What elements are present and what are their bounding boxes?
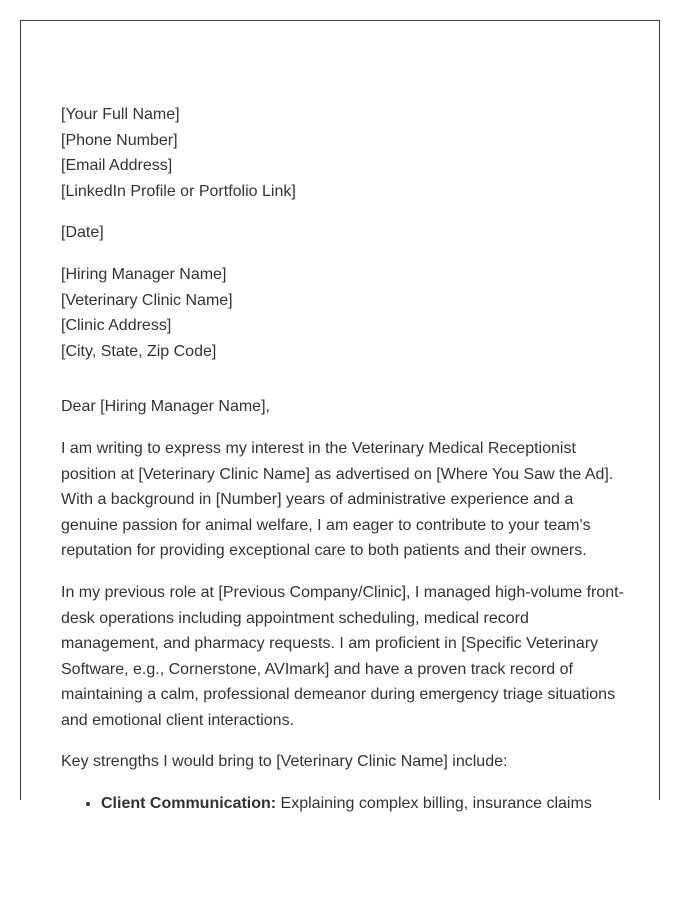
salutation: Dear [Hiring Manager Name], [61,398,270,416]
paragraph-intro: I am writing to express my interest in the Veterinary Medical Receptionist position at [Veterinary Clinic Name] as advertised on [Where You Saw the Ad]. With a background in [Number] years of administrative experience and a genuine passion for animal welfare, I am eager to contribute to your team's reputation for providing exceptional care to both patients and their owners. [61,439,614,560]
recipient-block [61,262,626,364]
recipient-manager: [Hiring Manager Name] [61,265,227,283]
letter-page [20,20,660,813]
letter-date: [Date] [61,224,104,242]
strength-text: Explaining complex billing, insurance claims [276,795,592,813]
strength-title: Client Communication: [101,795,277,813]
list-item [101,791,626,817]
sender-link: [LinkedIn Profile or Portfolio Link] [61,182,296,200]
recipient-clinic: [Veterinary Clinic Name] [61,291,233,309]
recipient-address: [Clinic Address] [61,317,172,335]
recipient-city: [City, State, Zip Code] [61,342,217,360]
paragraph-strengths-intro: Key strengths I would bring to [Veterinary Clinic Name] include: [61,753,508,771]
date-block [61,220,626,246]
sender-name: [Your Full Name] [61,106,180,123]
sender-block [61,102,626,204]
sender-phone: [Phone Number] [61,131,178,149]
letter-content [61,102,626,817]
strengths-list [61,791,626,817]
paragraph-experience: In my previous role at [Previous Company/Clinic], I managed high-volume front-desk operations including appointment scheduling, medical record management, and pharmacy requests. I am proficient in [Specific Veterinary Software, e.g., Cornerstone, AVImark] and have a proven track record of maintaining a calm, professional demeanor during emergency triage situations and emotional client interactions. [61,583,624,729]
sender-email: [Email Address] [61,157,173,175]
